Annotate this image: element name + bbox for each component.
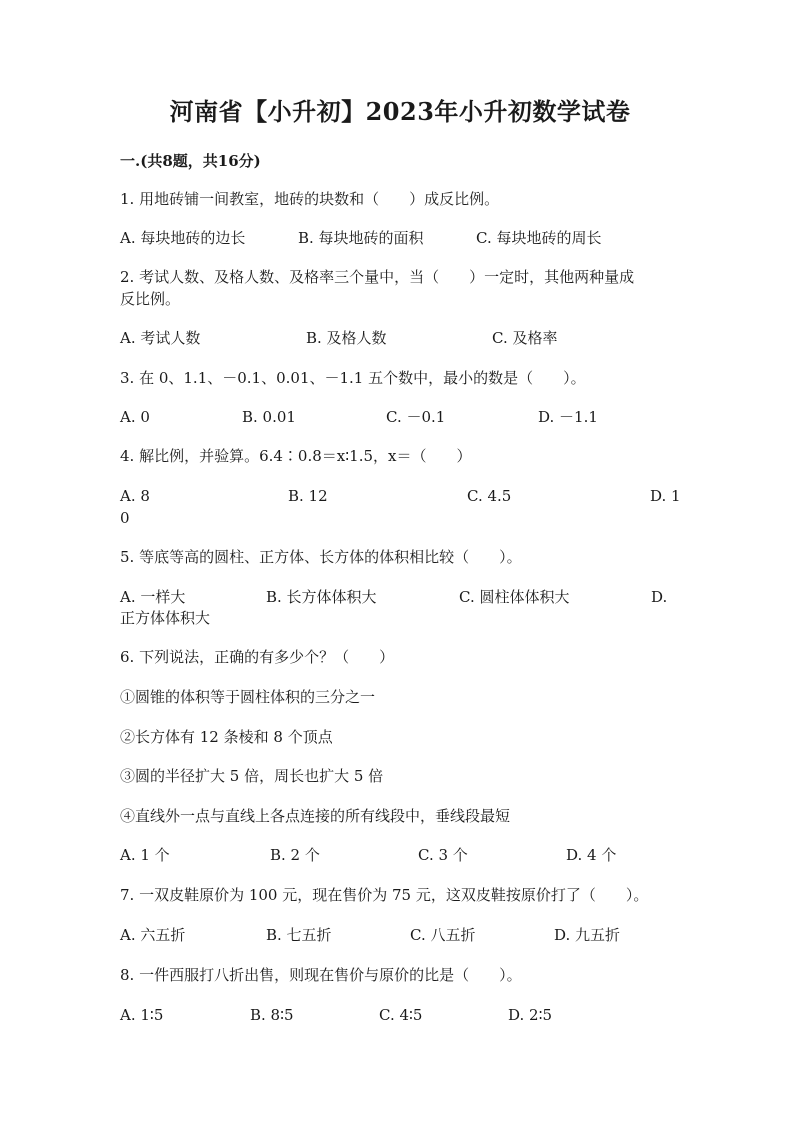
question-7-stem: 7. 一双皮鞋原价为 100 元，现在售价为 75 元，这双皮鞋按原价打了（ ）。 xyxy=(120,886,649,904)
option-a[interactable]: A. 每块地砖的边长 xyxy=(120,229,246,247)
option-a[interactable]: A. 0 xyxy=(120,408,150,426)
question-6-options xyxy=(120,844,680,866)
statement-1: ①圆锥的体积等于圆柱体积的三分之一 xyxy=(120,688,376,706)
question-5-option-wrap: 正方体体积大 xyxy=(120,609,211,627)
question-2-stem-line1: 2. 考试人数、及格人数、及格率三个量中，当（ ）一定时，其他两种量成 xyxy=(120,268,635,286)
statement-4: ④直线外一点与直线上各点连接的所有线段中，垂线段最短 xyxy=(120,807,511,825)
option-b[interactable]: B. 8∶5 xyxy=(250,1006,294,1024)
option-d[interactable]: D. －1.1 xyxy=(538,408,598,426)
option-d[interactable]: D. 九五折 xyxy=(554,926,621,944)
option-a[interactable]: A. 考试人数 xyxy=(120,329,201,347)
option-c[interactable]: C. 每块地砖的周长 xyxy=(476,229,602,247)
question-8-stem: 8. 一件西服打八折出售，则现在售价与原价的比是（ ）。 xyxy=(120,966,522,984)
question-2-options xyxy=(120,327,680,349)
option-c[interactable]: C. 3 个 xyxy=(418,846,468,864)
option-c[interactable]: C. 八五折 xyxy=(410,926,476,944)
option-b[interactable]: B. 长方体体积大 xyxy=(266,588,377,606)
option-a[interactable]: A. 8 xyxy=(120,487,150,505)
question-3-options xyxy=(120,406,680,428)
option-a[interactable]: A. 1∶5 xyxy=(120,1006,164,1024)
option-d[interactable]: D. 1 xyxy=(650,487,681,505)
question-7-options xyxy=(120,924,680,946)
option-b[interactable]: B. 每块地砖的面积 xyxy=(298,229,424,247)
option-c[interactable]: C. 圆柱体体积大 xyxy=(459,588,570,606)
statement-3: ③圆的半径扩大 5 倍，周长也扩大 5 倍 xyxy=(120,767,384,785)
option-b[interactable]: B. 12 xyxy=(288,487,328,505)
option-b[interactable]: B. 2 个 xyxy=(270,846,320,864)
question-1-options xyxy=(120,227,680,249)
option-d[interactable]: D. 2∶5 xyxy=(508,1006,553,1024)
question-1-stem: 1. 用地砖铺一间教室，地砖的块数和（ ）成反比例。 xyxy=(120,190,500,208)
option-a[interactable]: A. 一样大 xyxy=(120,588,186,606)
question-5-options xyxy=(120,586,680,608)
question-4-options xyxy=(120,485,680,507)
section-heading: 一.(共8题，共16分) xyxy=(120,152,261,170)
option-a[interactable]: A. 1 个 xyxy=(120,846,170,864)
exam-title: 河南省【小升初】2023年小升初数学试卷 xyxy=(169,97,631,126)
question-6-stem: 6. 下列说法，正确的有多少个？（ ） xyxy=(120,648,395,666)
option-c[interactable]: C. 4∶5 xyxy=(379,1006,423,1024)
option-b[interactable]: B. 七五折 xyxy=(266,926,332,944)
option-c[interactable]: C. 及格率 xyxy=(492,329,558,347)
question-8-options xyxy=(120,1004,680,1026)
option-c[interactable]: C. 4.5 xyxy=(467,487,512,505)
option-d[interactable]: D. xyxy=(651,588,668,606)
option-d[interactable]: D. 4 个 xyxy=(566,846,617,864)
question-2-stem-line2: 反比例。 xyxy=(120,290,181,308)
statement-2: ②长方体有 12 条棱和 8 个顶点 xyxy=(120,728,333,746)
option-c[interactable]: C. －0.1 xyxy=(386,408,446,426)
question-4-stem: 4. 解比例，并验算。6.4∶0.8＝x∶1.5，x＝（ ） xyxy=(120,447,472,465)
question-3-stem: 3. 在 0、1.1、－0.1、0.01、－1.1 五个数中，最小的数是（ ）。 xyxy=(120,369,586,387)
option-a[interactable]: A. 六五折 xyxy=(120,926,186,944)
question-4-option-wrap: 0 xyxy=(120,509,130,527)
question-5-stem: 5. 等底等高的圆柱、正方体、长方体的体积相比较（ ）。 xyxy=(120,548,522,566)
option-b[interactable]: B. 0.01 xyxy=(242,408,296,426)
option-b[interactable]: B. 及格人数 xyxy=(306,329,387,347)
